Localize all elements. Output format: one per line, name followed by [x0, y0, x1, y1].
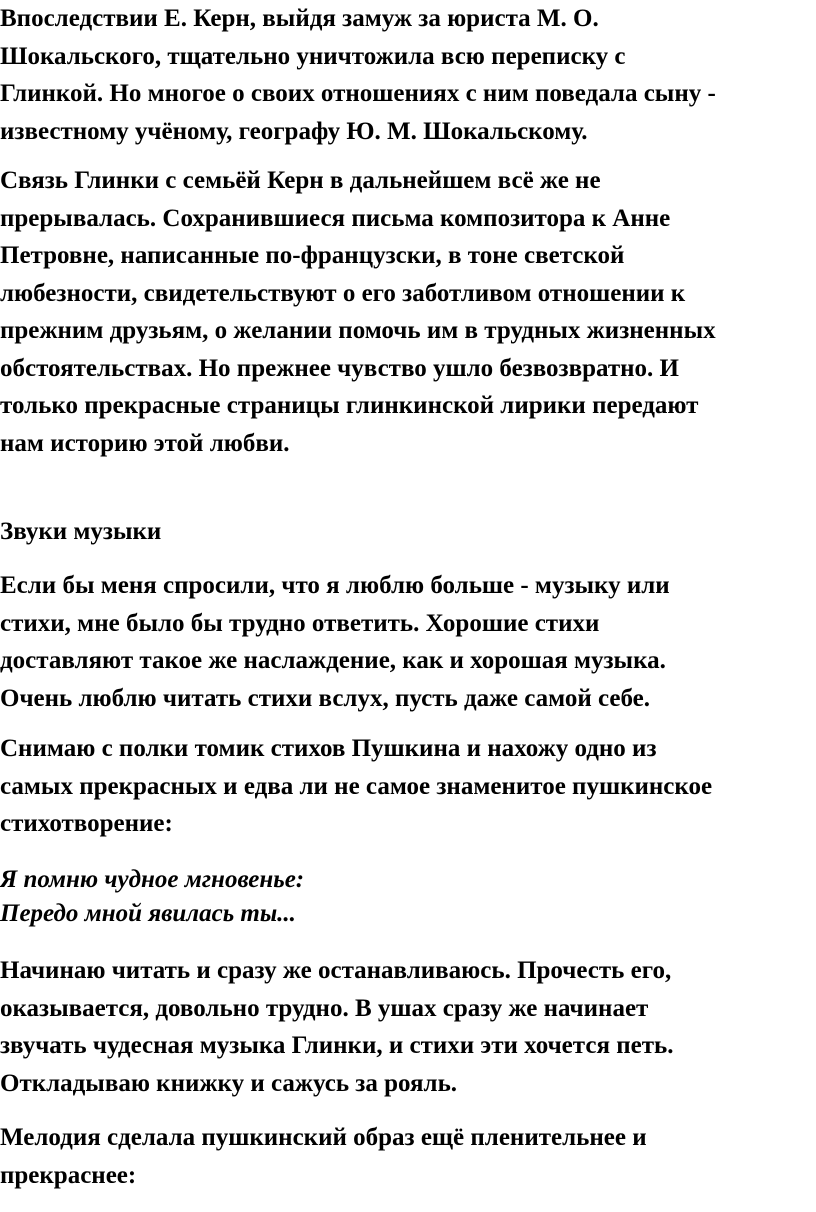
poem-line: Передо мной явилась ты...	[0, 900, 296, 927]
text-line: только прекрасные страницы глинкинской лирики передают	[0, 392, 699, 419]
paragraph-2	[0, 162, 816, 462]
text-line: стихи, мне было бы трудно ответить. Хорошие стихи	[0, 609, 600, 637]
text-line: звучать чудесная музыка Глинки, и стихи эти хочется петь.	[0, 1032, 674, 1059]
poem-quote	[0, 863, 816, 931]
paragraph-5	[0, 952, 816, 1102]
text-line: прерывалась. Сохранившиеся письма композитора к Анне	[0, 204, 671, 232]
section-heading	[0, 513, 816, 551]
paragraph-1	[0, 0, 816, 150]
text-line: нам историю этой любви.	[0, 429, 290, 457]
text-line: обстоятельствах. Но прежнее чувство ушло безвозвратно. И	[0, 354, 679, 382]
text-line: Откладываю книжку и сажусь за рояль.	[0, 1069, 458, 1097]
text-line: доставляют такое же наслаждение, как и хорошая музыка.	[0, 647, 666, 674]
heading-text: Звуки музыки	[0, 518, 162, 545]
text-line: Глинкой. Но многое о своих отношениях с ним поведала сыну -	[0, 80, 716, 107]
text-line: прежним друзьям, о желании помочь им в трудных жизненных	[0, 317, 716, 344]
text-line: стихотворение:	[0, 810, 173, 837]
text-line: Петровне, написанные по-французски, в тоне светской	[0, 242, 625, 269]
text-line: Связь Глинки с семьёй Керн в дальнейшем всё же не	[0, 167, 601, 194]
text-line: Впоследствии Е. Керн, выйдя замуж за юриста М. О.	[0, 5, 599, 32]
text-line: Мелодия сделала пушкинский образ ещё пленительнее и	[0, 1124, 647, 1151]
text-line: любезности, свидетельствуют о его заботливом отношении к	[0, 279, 686, 307]
paragraph-3	[0, 567, 816, 717]
text-line: самых прекрасных и едва ли не самое знаменитое пушкинское	[0, 772, 713, 800]
text-line: оказывается, довольно трудно. В ушах сразу же начинает	[0, 994, 649, 1022]
text-line: Шокальского, тщательно уничтожила всю переписку с	[0, 42, 626, 70]
text-line: прекраснее:	[0, 1161, 137, 1189]
text-line: Снимаю с полки томик стихов Пушкина и нахожу одно из	[0, 735, 657, 762]
text-line: известному учёному, географу Ю. М. Шокальскому.	[0, 117, 588, 145]
paragraph-6	[0, 1119, 816, 1194]
poem-line: Я помню чудное мгновенье:	[0, 866, 305, 893]
text-line: Очень люблю читать стихи вслух, пусть даже самой себе.	[0, 684, 650, 712]
text-line: Начинаю читать и сразу же останавливаюсь. Прочесть его,	[0, 957, 672, 984]
paragraph-4	[0, 730, 816, 843]
text-line: Если бы меня спросили, что я люблю больше - музыку или	[0, 572, 670, 599]
